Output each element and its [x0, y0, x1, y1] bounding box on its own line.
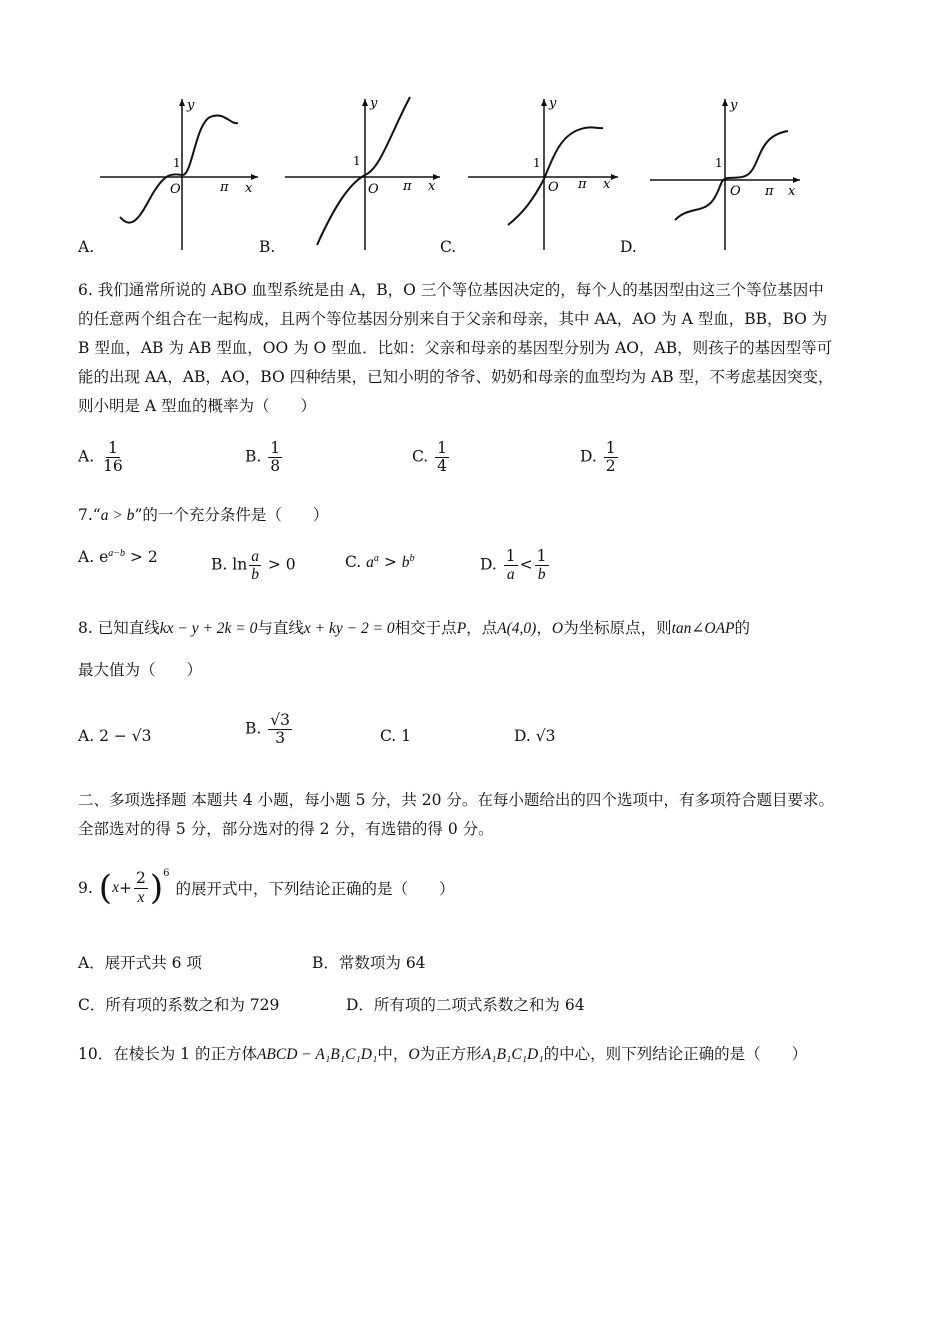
svg-text:1: 1 [715, 156, 723, 170]
svg-text:y: y [370, 96, 378, 111]
graph-b [285, 95, 445, 255]
q7-option-b: B. ln $\frac{a}{b}$ > 0 [211, 548, 296, 584]
svg-text:y: y [730, 98, 738, 113]
graph-label-c: C. [440, 238, 457, 256]
section-2-line-1: 二、多项选择题 本题共 4 小题，每小题 5 分，共 20 分。在每小题给出的四个选项中，有多项符合题目要求。 [78, 791, 834, 809]
svg-text:O: O [368, 182, 379, 197]
question-8-stem: 8. 已知直线kx − y + 2k = 0与直线x + ky − 2 = 0相交于点P，点A(4,0)，O为坐标原点，则tan∠OAP的 [78, 619, 751, 637]
svg-text:O: O [730, 184, 741, 199]
question-6-stem [78, 276, 878, 421]
graph-label-d: D. [620, 238, 637, 256]
svg-text:π: π [578, 177, 587, 192]
q6-line-1: 6. 我们通常所说的 ABO 血型系统是由 A，B，O 三个等位基因决定的，每个人的基因型由这三个等位基因中 [78, 281, 824, 299]
q8-option-c: C. 1 [380, 727, 412, 745]
q9-option-b: B．常数项为 64 [312, 954, 426, 972]
svg-text:O: O [548, 180, 559, 195]
q6-option-b: B. $\frac{1}{8}$ [245, 439, 281, 476]
svg-text:x: x [245, 181, 253, 196]
graph-label-b: B. [259, 238, 276, 256]
graph-d [650, 95, 810, 255]
q7-option-a: A. $e^{a-b} > 2$ [78, 548, 158, 567]
section-2-line-2: 全部选对的得 5 分，部分选对的得 2 分，有选错的得 0 分。 [78, 820, 494, 838]
q9-option-a: A．展开式共 6 项 [78, 954, 202, 972]
svg-text:π: π [765, 184, 774, 199]
q6-line-3: B 型血，AB 为 AB 型血，OO 为 O 型血．比如：父亲和母亲的基因型分别为 AO，AB，则孩子的基因型等可 [78, 339, 833, 357]
graph-label-a: A. [78, 238, 95, 256]
q6-line-4: 能的出现 AA，AB，AO，BO 四种结果，已知小明的爷爷、奶奶和母亲的血型均为 AB 型，不考虑基因突变， [78, 368, 834, 386]
q9-option-c: C．所有项的系数之和为 729 [78, 996, 280, 1014]
svg-text:x: x [603, 177, 611, 192]
q8-option-b: B. $\frac{√3}{3}$ [245, 711, 291, 748]
q6-option-a: A. $\frac{1}{16}$ [78, 439, 123, 476]
svg-text:1: 1 [533, 156, 541, 170]
svg-text:x: x [428, 179, 436, 194]
q9-option-d: D．所有项的二项式系数之和为 64 [346, 996, 585, 1014]
q8-option-a: A. 2 − √3 [78, 727, 152, 745]
svg-text:1: 1 [353, 154, 361, 168]
question-8-line-2: 最大值为（ ） [78, 661, 203, 679]
q7-option-d: D. $\frac{1}{a}$ < $\frac{1}{b}$ [480, 547, 547, 584]
q6-option-d: D. $\frac{1}{2}$ [580, 439, 616, 476]
svg-text:O: O [170, 182, 181, 197]
svg-text:π: π [403, 179, 412, 194]
graph-c [468, 95, 628, 255]
q6-option-c: C. $\frac{1}{4}$ [412, 439, 448, 476]
q8-option-d: D. √3 [514, 727, 556, 745]
svg-text:y: y [187, 98, 195, 113]
svg-text:1: 1 [173, 156, 181, 170]
graph-a [100, 95, 260, 255]
svg-text:π: π [220, 180, 229, 195]
question-9-stem: 9. ( x + $\frac{2}{x}$ ) $^6$ 的展开式中，下列结论正确的是（ ） [78, 868, 455, 908]
svg-text:y: y [549, 96, 557, 111]
question-7-stem: 7.“a > b”的一个充分条件是（ ） [78, 506, 329, 524]
q6-line-2: 的任意两个组合在一起构成，且两个等位基因分别来自于父亲和母亲，其中 AA，AO 为 A 型血，BB，BO 为 [78, 310, 828, 328]
q6-line-5: 则小明是 A 型血的概率为（ ） [78, 397, 317, 415]
question-10-stem: 10．在棱长为 1 的正方体ABCD − A₁B₁C₁D₁中，O为正方形A₁B₁C₁D₁的中心，则下列结论正确的是（ ） [78, 1045, 808, 1063]
svg-text:x: x [788, 184, 796, 199]
q7-option-c: C. $a^a > b^b$ [345, 553, 415, 572]
section-2-header [78, 786, 898, 844]
